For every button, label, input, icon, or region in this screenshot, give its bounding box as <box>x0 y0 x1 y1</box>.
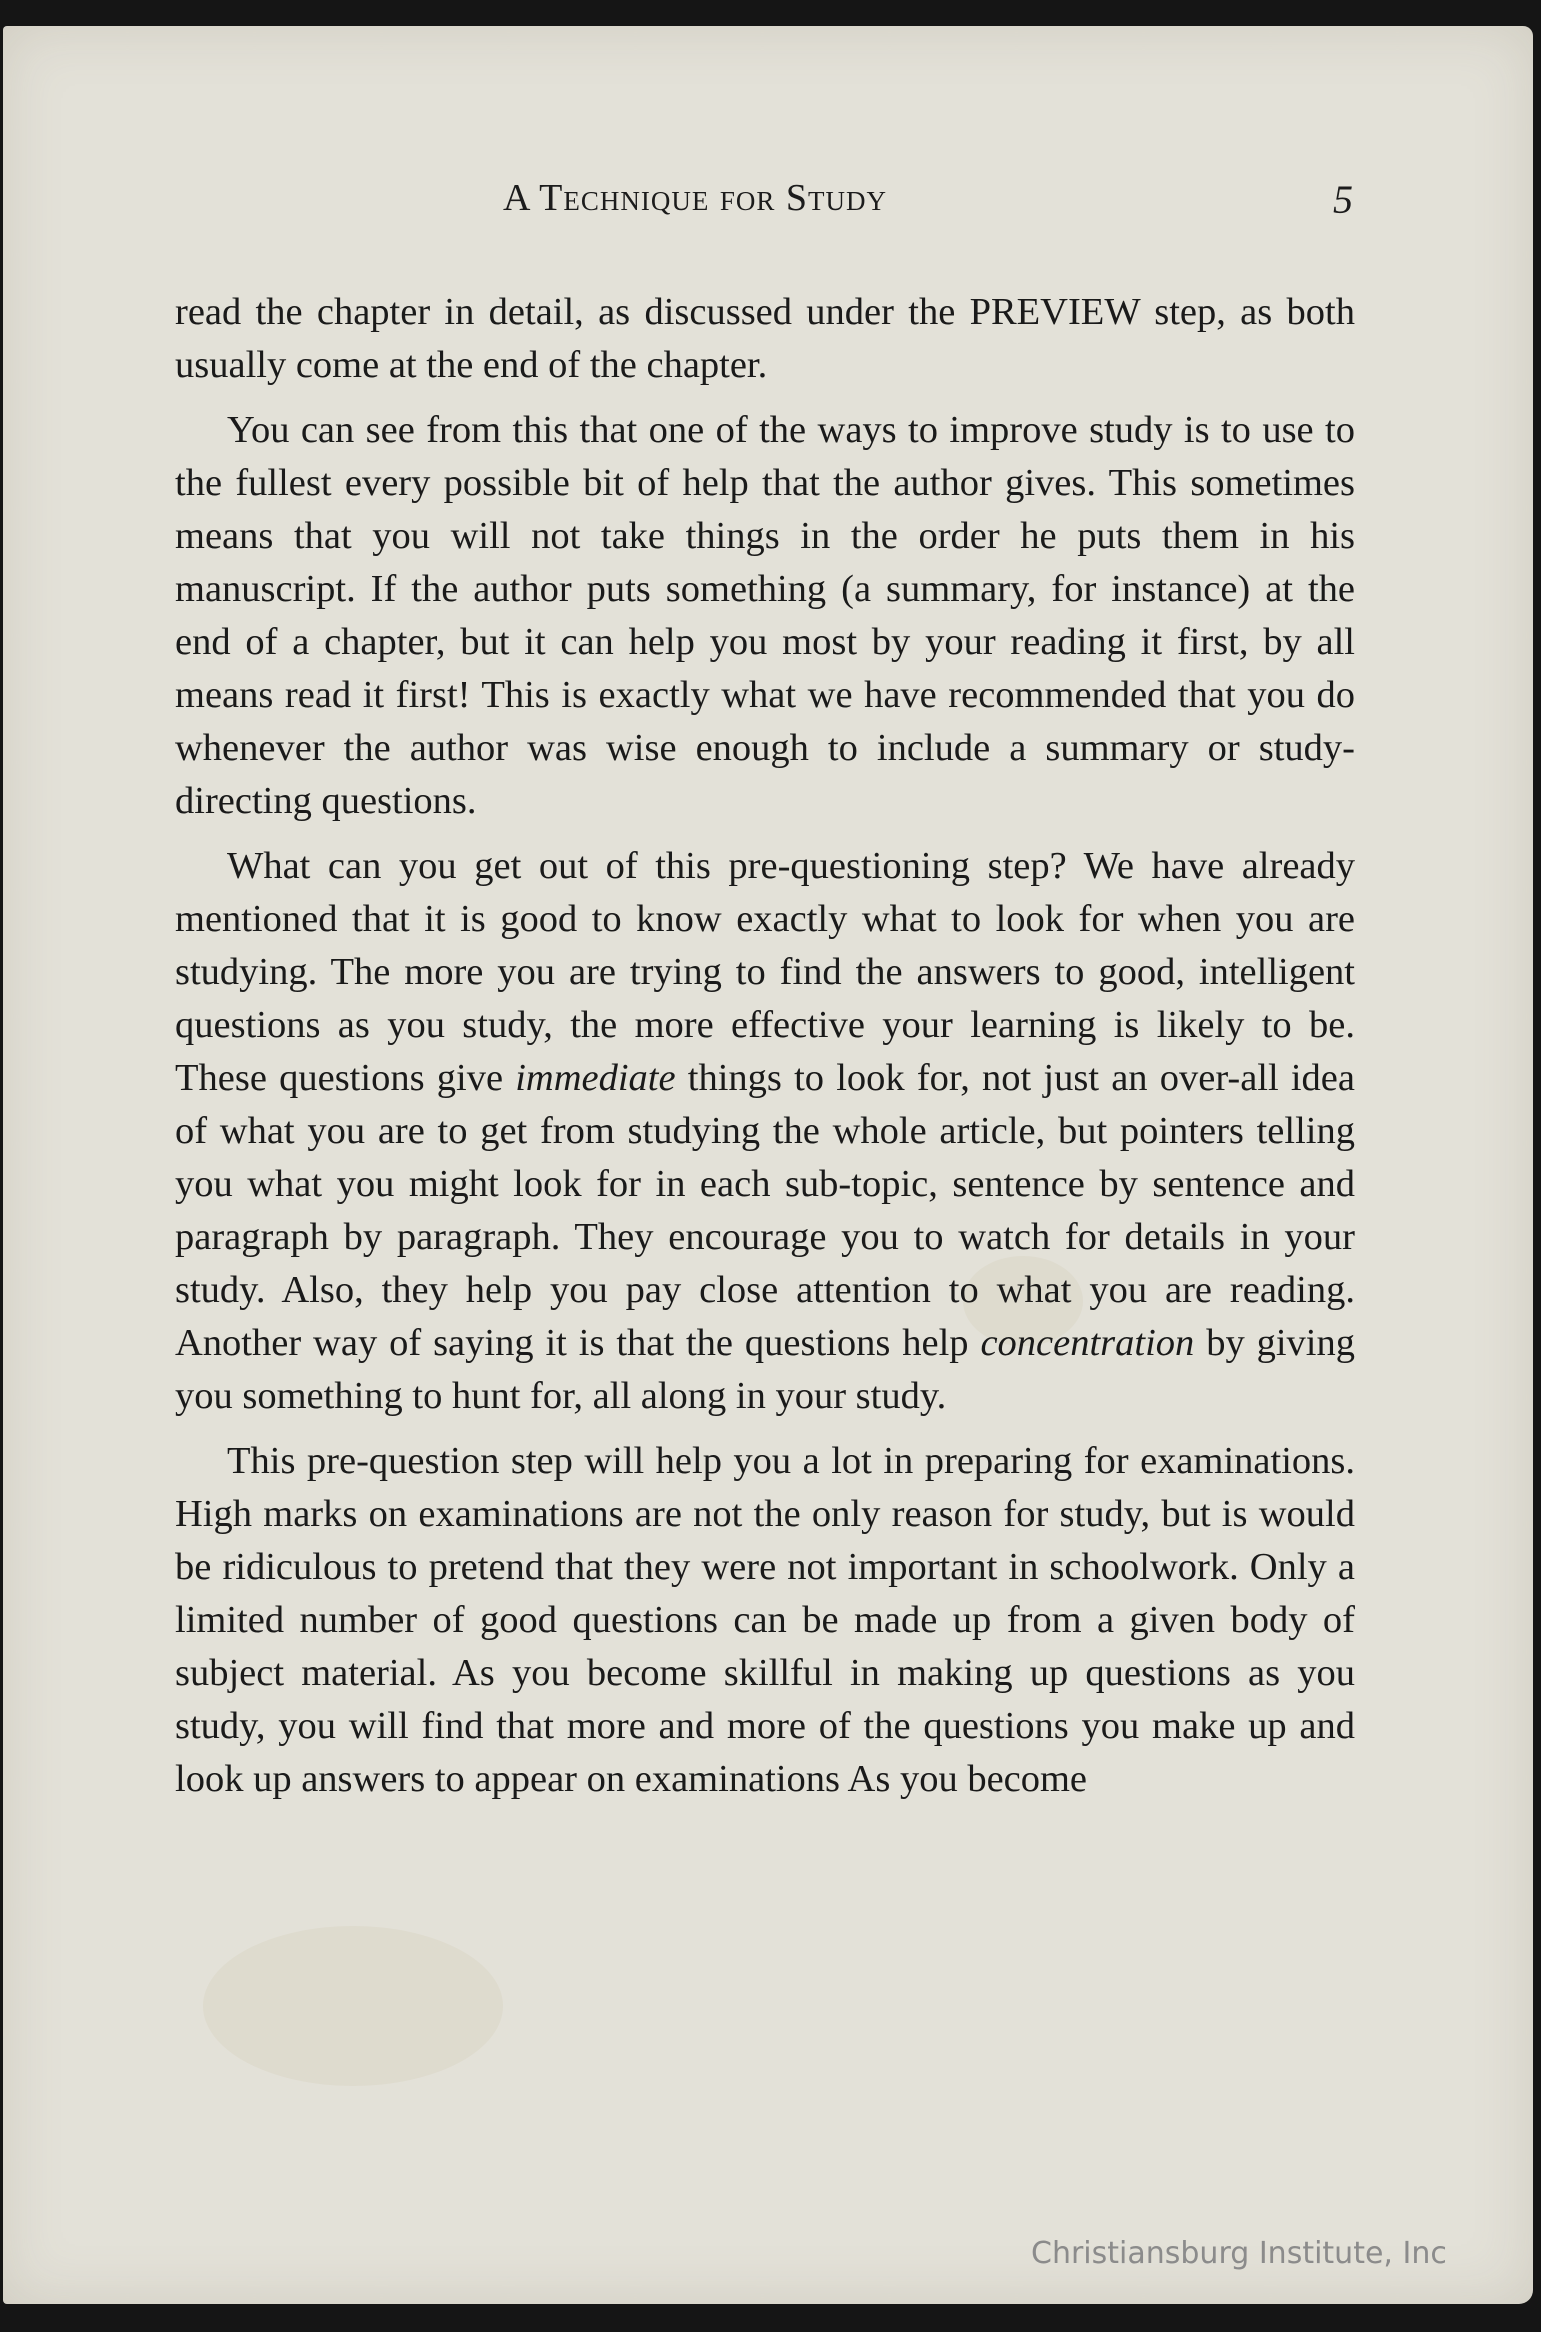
body-text <box>175 286 1355 1818</box>
book-page <box>3 26 1533 2304</box>
paper-stain <box>203 1926 503 2086</box>
emphasis: immediate <box>515 1057 676 1099</box>
emphasis: concentration <box>980 1322 1195 1364</box>
paragraph <box>175 840 1355 1423</box>
paragraph-text: What can you get out of this pre-questioning step? We have already mentioned that it is good to know exactly what to look for when you are studying. The more you are trying to find the answers to good, intelligent questions as you study, the more effective your learning is likely to be. These questions give <box>175 845 1355 1099</box>
page-number: 5 <box>1333 177 1353 222</box>
running-head: A Technique for Study <box>503 177 887 219</box>
paragraph: You can see from this that one of the ways to improve study is to use to the fullest every possible bit of help that the author gives. This sometimes means that you will not take things in the order he puts them in his manuscript. If the author puts something (a summary, for instance) at the end of a chapter, but it can help you most by your reading it first, by all means read it first! This is exactly what we have recommended that you do whenever the author was wise enough to include a summary or study-directing questions. <box>175 409 1355 822</box>
paragraph: read the chapter in detail, as discussed under the PREVIEW step, as both usually come at the end of the chapter. <box>175 291 1355 386</box>
paragraph-text: things to look for, not just an over-all idea of what you are to get from studying the whole article, but pointers telling you what you might look for in each sub-topic, sentence by sentence and paragraph by paragraph. They encourage you to watch for details in your study. Also, they help you pay close attention to what you are reading. Another way of saying it is that the questions help <box>175 1057 1355 1364</box>
paragraph: This pre-question step will help you a lot in preparing for examinations. High marks on examinations are not the only reason for study, but is would be ridiculous to pretend that they were not important in schoolwork. Only a limited number of good questions can be made up from a given body of subject material. As you become skillful in making up questions as you study, you will find that more and more of the questions you make up and look up answers to appear on examinations As you become <box>175 1440 1355 1800</box>
watermark: Christiansburg Institute, Inc <box>1031 2236 1447 2271</box>
paragraph-text: by giving you something to hunt for, all along in your study. <box>175 1322 1355 1417</box>
